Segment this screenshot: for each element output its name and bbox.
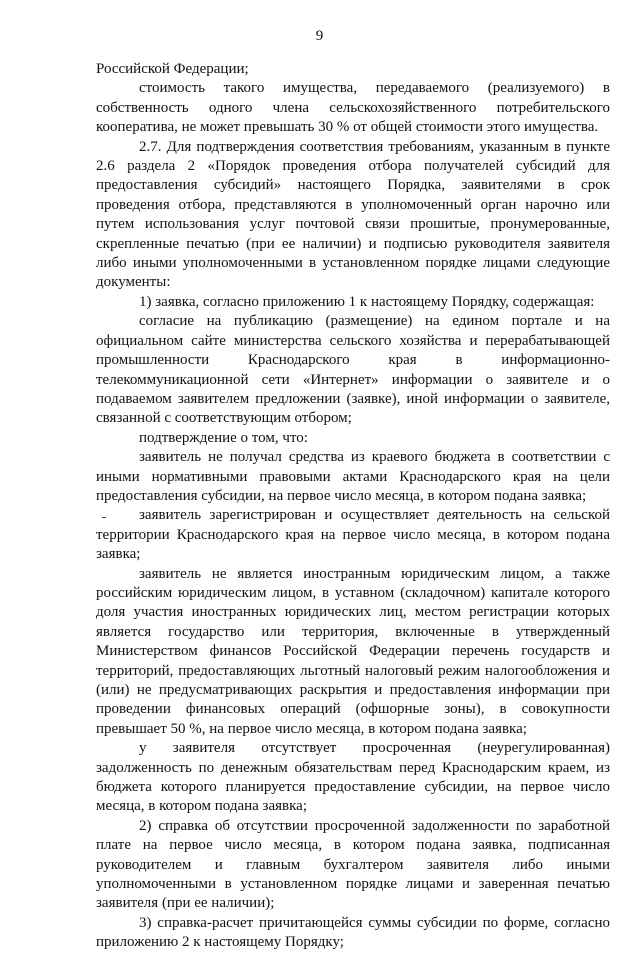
page-number: 9 [315,28,324,44]
paragraph-continuation: Российской Федерации; [96,61,249,77]
paragraph-no-overdue-debt: у заявителя отсутствует просроченная (неурегулированная) задолженность по денежным обязательствам перед Краснодарским краем, из бюджета которого планируется предоставление субсидии, на первое число месяца, в котором подана заявка; [96,740,610,815]
paragraph-property-value: стоимость такого имущества, передаваемого (реализуемого) в собственность одного члена сельскохозяйственного потребительского кооператива, не может превышать 30 % от общей стоимости этого имущества. [96,80,610,136]
paragraph-registered-rural: заявитель зарегистрирован и осуществляет деятельность на сельской территории Краснодарского края на первое число месяца, в котором подана заявка; [96,507,610,563]
document-body [96,60,610,953]
paragraph-not-foreign-entity: заявитель не является иностранным юридическим лицом, а также российским юридическим лицом, в уставном (складочном) капитале которого доля участия иностранных юридических лиц, местом регистрации которых является государство или территория, включенные в утвержденный Министерством финансов Российской Федерации перечень государств и территорий, предоставляющих льготный налоговый режим налогообложения и (или) не предусматривающих раскрытия и предоставления информации при проведении финансовых операций (офшорные зоны), в совокупности превышает 50 %, на первое число месяца, в котором подана заявка; [96,565,610,737]
paragraph-item-3-subsidy-calculation: 3) справка-расчет причитающейся суммы субсидии по форме, согласно приложению 2 к настоящему Порядку; [96,914,610,951]
paragraph-item-2-salary-certificate: 2) справка об отсутствии просроченной задолженности по заработной плате на первое число месяца, в котором подана заявка, подписанная руководителем и главным бухгалтером заявителя либо иными уполномоченными в установленном порядке лицами и заверенная печатью заявителя (при ее наличии); [96,817,610,912]
paragraph-confirmation-intro: подтверждение о том, что: [139,429,308,446]
scan-mark [102,517,106,518]
paragraph-no-regional-funds: заявитель не получал средства из краевого бюджета в соответствии с иными нормативными правовыми актами Краснодарского края на цели предоставления субсидии, на первое число месяца, в котором подана заявка; [96,449,610,504]
paragraph-section-2-7: 2.7. Для подтверждения соответствия требованиям, указанным в пункте 2.6 раздела 2 «Порядок проведения отбора получателей субсидий для предоставления субсидий» настоящего Порядка, заявителями в срок проведения отбора, представляются в уполномоченный орган нарочно или путем использования услуг почтовой связи прошитые, пронумерованные, скрепленные печатью (при ее наличии) и подписью руководителя заявителя либо иными уполномоченными в установленном порядке лицами следующие документы: [96,138,610,291]
paragraph-item-1-application: 1) заявка, согласно приложению 1 к настоящему Порядку, содержащая: [139,293,595,310]
paragraph-consent-publication: согласие на публикацию (размещение) на едином портале и на официальном сайте министерства сельского хозяйства и перерабатывающей промышленности Краснодарского края в информационно-телекоммуникационной сети «Интернет» информации о заявителе и о подаваемом заявителем предложении (заявке), иной информации о заявителе, связанной с соответствующим отбором; [96,313,610,427]
